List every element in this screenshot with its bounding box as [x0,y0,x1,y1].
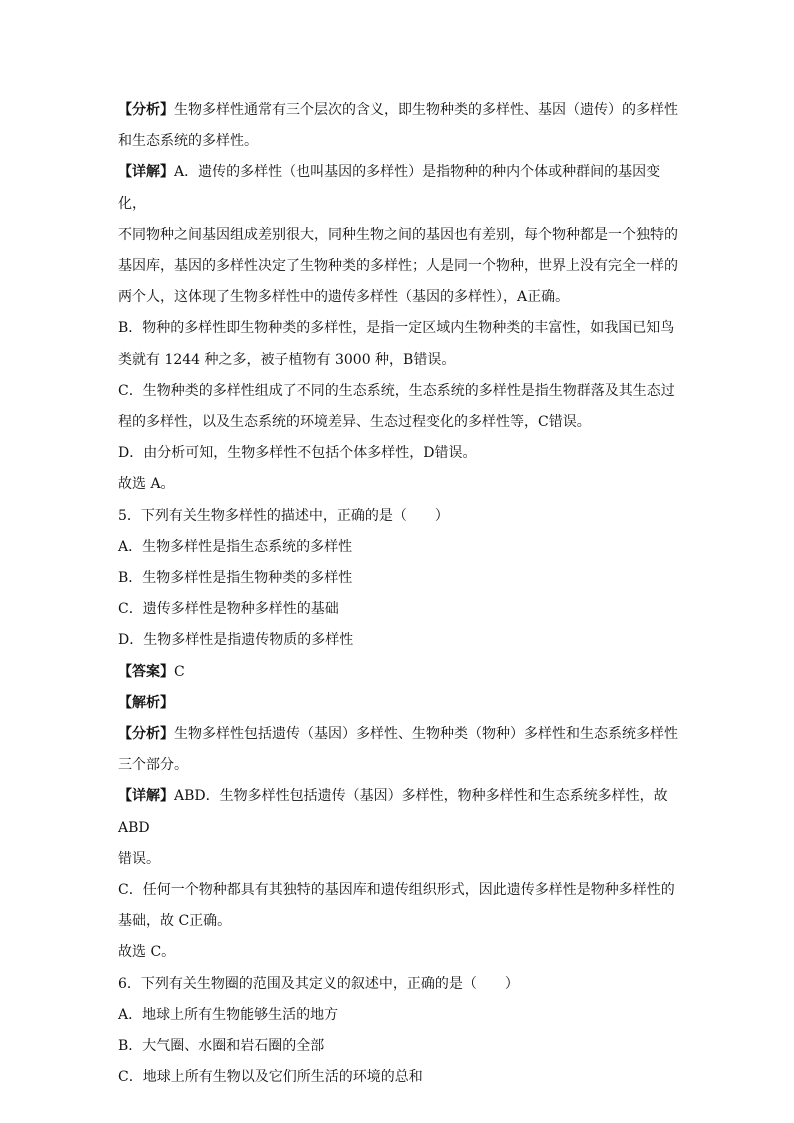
text-line [118,875,684,906]
text-line [118,469,684,500]
line-text: 生物多样性通常有三个层次的含义，即生物种类的多样性、基因（遗传）的多样性 [174,102,678,118]
line-text: 和生态系统的多样性。 [118,133,258,150]
option-line [118,625,684,656]
line-text: 5．下列有关生物多样性的描述中，正确的是（ ） [118,507,449,524]
option-line [118,594,684,625]
option-line [118,1000,684,1031]
text-line [118,157,684,219]
analysis-heading [118,688,684,719]
line-text: ABD．生物多样性包括遗传（基因）多样性，物种多样性和生态系统多样性，故 ABD [118,788,668,836]
question-line [118,501,684,532]
text-line [118,937,684,968]
line-text: C．生物种类的多样性组成了不同的生态系统，生态系统的多样性是指生物群落及其生态过 [118,382,675,399]
text-line [118,313,684,344]
line-text: 基础，故 C正确。 [118,913,232,930]
line-text: B．大气圈、水圈和岩石圈的全部 [118,1038,325,1055]
text-line [118,251,684,282]
section-tag: 【分析】 [118,102,174,118]
section-tag: 【分析】 [118,726,174,743]
line-text: 生物多样性包括遗传（基因）多样性、生物种类（物种）多样性和生态系统多样性 [174,726,678,743]
option-line [118,532,684,563]
section-tag: 【详解】 [118,788,174,805]
text-line [118,220,684,251]
line-text: 故选 A。 [118,476,175,493]
line-text: A．遗传的多样性（也叫基因的多样性）是指物种的种内个体或种群间的基因变化， [118,164,661,212]
option-line [118,1062,684,1093]
line-text: 6．下列有关生物圈的范围及其定义的叙述中，正确的是（ ） [118,975,519,992]
line-text: A．地球上所有生物能够生活的地方 [118,1006,339,1023]
line-text: C．地球上所有生物以及它们所生活的环境的总和 [118,1069,423,1086]
section-tag: 【解析】 [118,694,174,711]
line-text: 两个人，这体现了生物多样性中的遗传多样性（基因的多样性），A正确。 [118,289,570,306]
question-line [118,969,684,1000]
option-line [118,1031,684,1062]
text-line [118,126,684,157]
text-line [118,781,684,843]
line-text: C [174,663,185,680]
text-line [118,376,684,407]
line-text: D．生物多样性是指遗传物质的多样性 [118,632,354,649]
text-line [118,345,684,376]
line-text: 错误。 [118,850,160,867]
line-text: B．物种的多样性即生物种类的多样性，是指一定区域内生物种类的丰富性，如我国已知鸟 [118,320,675,337]
text-line [118,719,684,750]
answer-line [118,657,684,688]
line-text: A．生物多样性是指生态系统的多样性 [118,538,353,555]
section-tag: 【详解】 [118,164,174,181]
line-text: C．任何一个物种都具有其独特的基因库和遗传组织形式，因此遗传多样性是物种多样性的 [118,882,675,899]
section-tag: 【答案】 [118,663,174,680]
text-line [118,844,684,875]
text-line [118,438,684,469]
line-text: 三个部分。 [118,757,188,774]
line-text: 程的多样性，以及生态系统的环境差异、生态过程变化的多样性等，C错误。 [118,414,591,431]
line-text: 基因库，基因的多样性决定了生物种类的多样性；人是同一个物种，世界上没有完全一样的 [118,258,678,275]
text-line [118,750,684,781]
line-text: 不同物种之间基因组成差别很大，同种生物之间的基因也有差别，每个物种都是一个独特的 [118,226,678,243]
line-text: D．由分析可知，生物多样性不包括个体多样性，D错误。 [118,445,477,462]
option-line [118,563,684,594]
line-text: 故选 C。 [118,944,176,961]
line-text: 类就有 1244 种之多，被子植物有 3000 种，B错误。 [118,351,456,368]
line-text: B．生物多样性是指生物种类的多样性 [118,570,353,587]
text-line [118,906,684,937]
text-line [118,282,684,313]
line-text: C．遗传多样性是物种多样性的基础 [118,601,339,618]
text-line [118,407,684,438]
text-line [118,95,684,126]
